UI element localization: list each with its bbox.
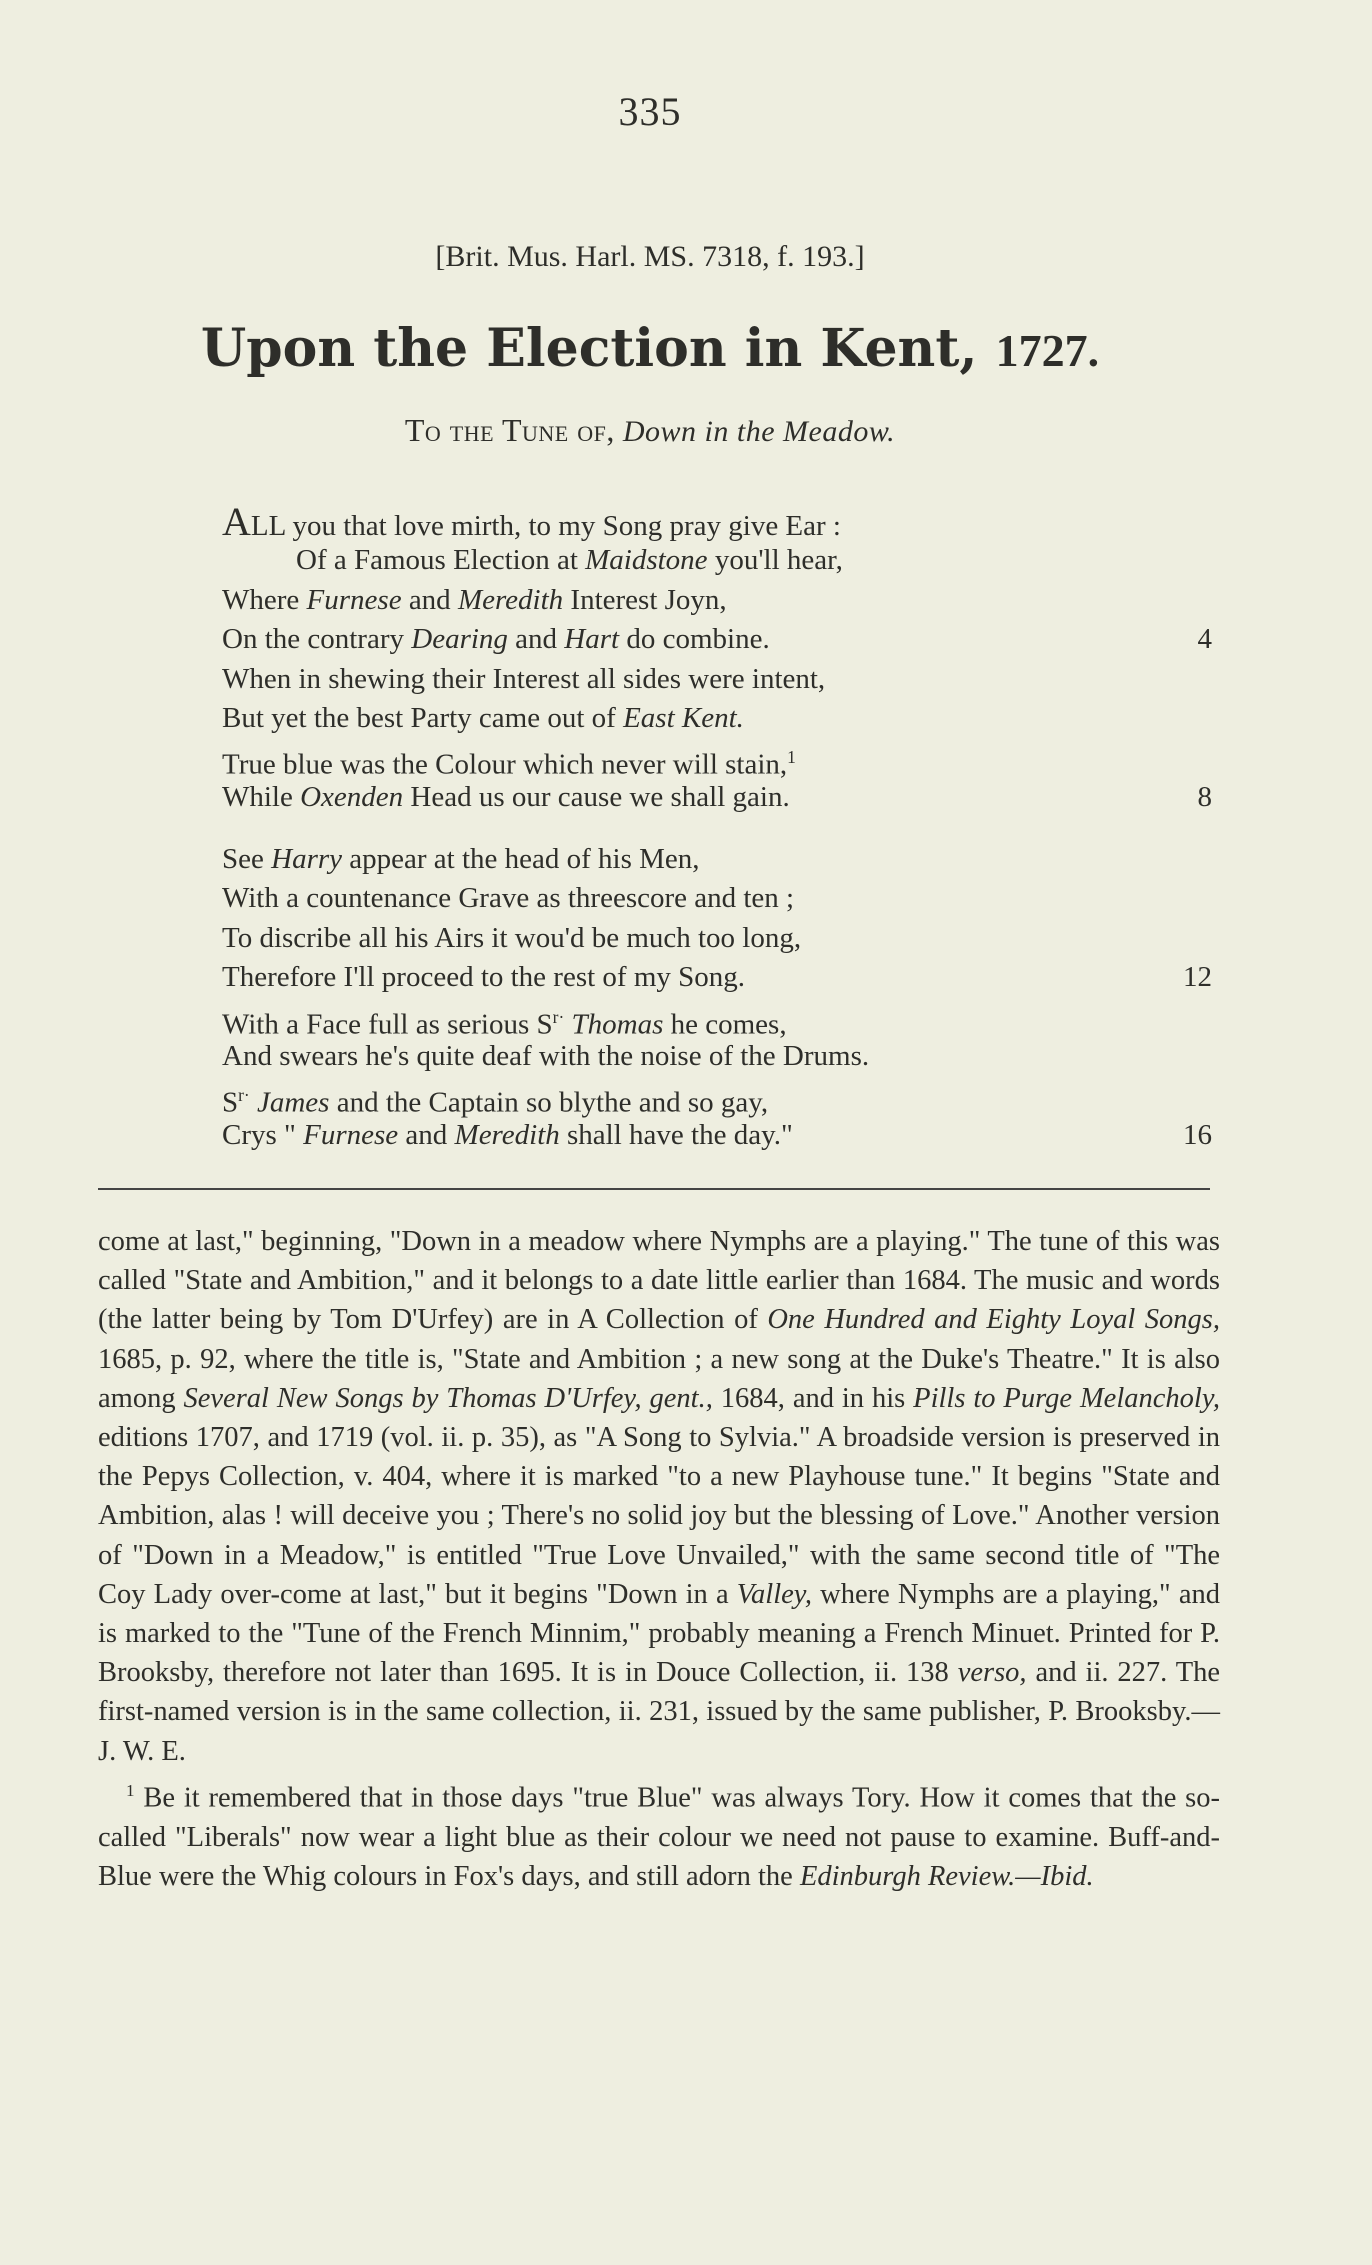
line-number: 4 [1197,623,1212,656]
verse-italic: Meredith [457,583,564,616]
verse-line [222,581,1212,620]
verse-line [222,958,1212,997]
verse-text: On the contrary [222,623,412,656]
note-italic: Pills to Purge Melancholy, [913,1382,1221,1414]
verse-italic: James [249,1087,330,1119]
note-italic: One Hundred and Eighty Loyal Songs, [767,1304,1221,1336]
tune-line [0,412,1300,449]
stanza-1 [222,499,1212,817]
verse-text: S [222,1087,239,1119]
note-text: 1684, and in his [712,1382,914,1414]
note-text: 1685, p. 92, where the title is, "State and Ambition ; a new song at the Duke's Theatre." It is also among [98,1343,1220,1414]
note-text: where Nymphs are a playing," and is marked to the "Tune of the French Minnim," probably meaning a French Minuet. Printed for P. Brooksby, therefore not later than 1695. It is in Douce Collection, ii. 138 [98,1578,1220,1689]
notes-section [98,1222,1220,1896]
line-number: 8 [1197,780,1212,813]
verse-italic: Oxenden [300,780,404,813]
note-text: editions 1707, and 1719 (vol. ii. p. 35), as "A Song to Sylvia." A broadside version is preserved in the Pepys Collection, v. 404, where it is marked "to a new Playhouse tune." It begins "State and Ambition, alas ! will deceive you ; There's no solid joy but the blessing of Love." Another version of "Down in a Meadow," is entitled "True Love Unvailed," with the same second title of "The Coy Lady over-come at last," but it begins "Down in a [98,1422,1220,1610]
tune-prefix: To the Tune of, [404,412,615,448]
verse-line [222,1037,1212,1076]
verse-text: To discribe all his Airs it wou'd be much too long, [222,921,802,954]
verse-text: and [507,623,565,656]
note-italic: Edinburgh Review.—Ibid. [799,1860,1094,1892]
verse-line [222,499,1212,544]
verse-line [222,541,1212,580]
verse-line [222,998,1212,1041]
note-italic: verso, [957,1657,1027,1689]
verse-italic: Furnese [306,583,402,616]
verse-text: See [222,843,272,875]
note-text: Be it remembered that in those days "true Blue" was always Tory. How it comes that the so-called "Liberals" now wear a light blue as their colour we need not pause to examine. Buff-and-Blue were the Whig colours in Fox's days, and still adorn the [98,1782,1220,1892]
verse-text: he comes, [663,1008,787,1041]
line-number: 16 [1183,1118,1212,1151]
note-text: come at last," beginning, "Down in a meadow where Nymphs are a playing." The tune of this was called "State and Ambition," and it belongs to a date little earlier than 1684. The music and words (the latter being by Tom D'Urfey) are in A Collection of [98,1226,1220,1336]
verse-line [222,778,1212,817]
poem-title-text: Upon the Election in Kent, [200,318,978,379]
verse-italic: Meredith [454,1118,560,1151]
verse-text: and the Captain so blythe and so gay, [329,1087,769,1119]
note-italic: Valley, [736,1578,812,1610]
verse-italic: Thomas [564,1008,664,1041]
verse-italic: Furnese [303,1118,399,1151]
line-number: 12 [1183,961,1212,994]
verse-text: and [398,1118,455,1151]
verse-line [222,738,1212,781]
verse-text: With a countenance Grave as threescore and ten ; [222,882,795,915]
verse-text: While [222,780,301,813]
footnote-mark: 1 [126,1780,135,1800]
verse-text: And swears he's quite deaf with the noise of the Drums. [222,1039,870,1072]
verse-text: and [401,583,458,616]
poem-title-year: 1727. [995,325,1100,376]
editor-note [98,1222,1220,1771]
tune-name: Down in the Meadow. [622,415,896,448]
verse-text: With a Face full as serious S [222,1008,553,1041]
drop-cap: A [222,499,251,544]
divider-rule [98,1188,1210,1190]
stanza-2 [222,840,1212,1155]
verse-italic: Harry [271,843,343,875]
verse-line [222,1076,1212,1119]
superscript: r· [552,1006,565,1027]
verse-text: Crys " [222,1118,304,1151]
verse-text: But yet the best Party came out of [222,701,624,734]
verse-text: Head us our cause we shall gain. [403,780,790,813]
verse-text: When in shewing their Interest all sides were intent, [222,662,826,695]
verse-text: Therefore I'll proceed to the rest of my Song. [222,961,746,994]
page-number: 335 [618,89,682,134]
verse-italic: Dearing [411,623,508,656]
verse-text: LL you that love mirth, to my Song pray give Ear : [250,510,841,542]
footnote-ref: 1 [787,747,796,768]
poem-title [0,318,1300,379]
note-text: and ii. 227. The first-named version is in the same collection, ii. 231, issued by the same publisher, P. Brooksby.—J. W. E. [98,1657,1221,1767]
verse-line [222,879,1212,918]
manuscript-source: [Brit. Mus. Harl. MS. 7318, f. 193.] [435,240,865,273]
verse-text: you'll hear, [707,544,843,577]
superscript: r· [238,1085,250,1106]
verse-line [222,1116,1212,1155]
verse-line [222,620,1212,659]
verse-text: Interest Joyn, [563,583,727,616]
verse-italic: Maidstone [585,544,708,577]
verse-line [222,919,1212,958]
verse-text: Where [222,583,307,616]
verse-italic: East Kent. [623,701,744,734]
verse-italic: Hart [564,623,620,656]
verse-text: Of a Famous Election at [296,544,586,577]
verse-text: shall have the day." [559,1118,793,1151]
verse-line [222,840,1212,879]
verse-text: do combine. [619,623,770,656]
verse-line [222,699,1212,738]
verse-text: appear at the head of his Men, [342,843,700,875]
verse-text: True blue was the Colour which never will stain, [222,749,788,781]
note-italic: Several New Songs by Thomas D'Urfey, gent., [183,1382,713,1414]
verse-line [222,660,1212,699]
footnote [98,1771,1220,1896]
